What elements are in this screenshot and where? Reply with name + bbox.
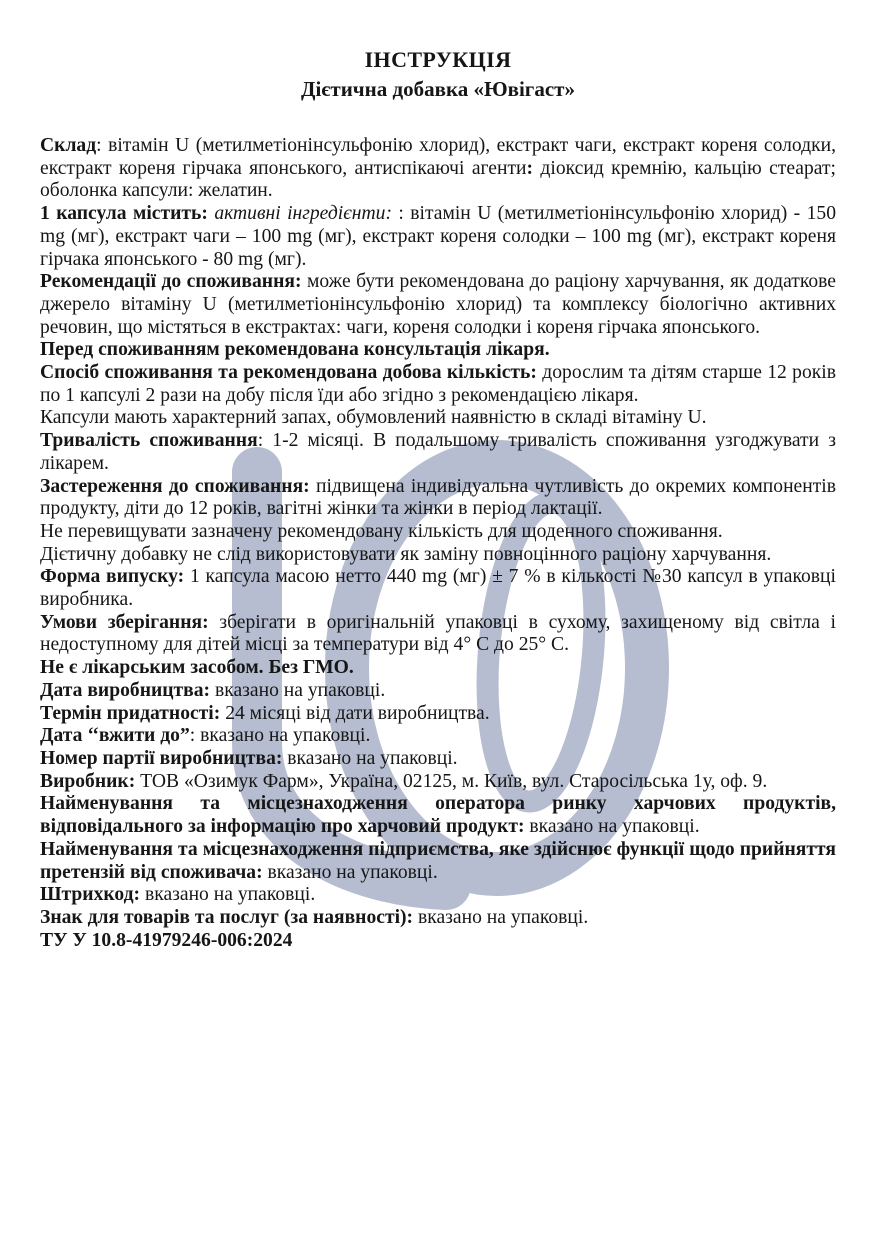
- text-segment: підвищена індивідуальна чутливість до окремих компонентів продукту, діти до 12 років, вагітні жінки та жінки в період лактації.: [40, 475, 836, 520]
- text-segment: Дієтичну добавку не слід використовувати як заміну повноцінного раціону харчування.: [40, 543, 772, 565]
- paragraph-konsultatsiia-likaria: [40, 339, 836, 362]
- text-segment: Перед споживанням рекомендована консультація лікаря.: [40, 339, 550, 361]
- text-segment: 1 капсула масою нетто 440 mg (мг) ± 7 % в кількості №30 капсул в упаковці виробника.: [40, 566, 836, 611]
- document-content: [40, 46, 836, 952]
- text-segment: вказано на упаковці.: [417, 906, 589, 928]
- text-segment: Спосіб споживання та рекомендована добова кількість:: [40, 362, 543, 384]
- paragraph-tryvalist-spozhyvannia: [40, 430, 836, 475]
- text-segment: Капсули мають характерний запах, обумовлений наявністю в складі вітаміну U.: [40, 407, 707, 429]
- paragraph-tu-number: [40, 930, 836, 953]
- paragraph-pryiniattia-pretenzii: [40, 839, 836, 884]
- text-segment: Застереження до споживання:: [40, 475, 316, 497]
- paragraph-termin-prydatnosti: [40, 703, 836, 726]
- paragraph-sposib-spozhyvannia: [40, 362, 836, 407]
- paragraph-umovy-zberihannia: [40, 612, 836, 657]
- paragraph-rekomendatsii-do-spozhyvannia: [40, 271, 836, 339]
- text-segment: Номер партії виробництва:: [40, 747, 288, 769]
- text-segment: вказано на упаковці.: [529, 816, 700, 838]
- text-segment: діоксид кремнію, кальцію стеарат; оболонка капсули: желатин.: [40, 157, 836, 202]
- paragraph-kapsula-mistyt: [40, 203, 836, 271]
- paragraph-data-vzhyty-do: [40, 725, 836, 748]
- text-segment: дорослим та дітям старше 12 років по 1 капсулі 2 рази на добу після їди або згідно з рекомендацією лікаря.: [40, 362, 836, 406]
- text-segment: : вітамін U (метилметіонінсульфонію хлорид), екстракт чаги, екстракт кореня солодки, екстракт кореня гірчака японського, антиспікаючі агенти: [40, 135, 836, 179]
- paragraph-sklad: [40, 135, 836, 203]
- text-segment: вказано на упаковці.: [144, 884, 316, 906]
- document-subtitle: Дієтична добавка «Ювігаст»: [301, 77, 575, 101]
- text-segment: Дата ‘‘вжити до”: [40, 725, 190, 747]
- text-segment: 24 місяці від дати виробництва.: [225, 702, 490, 724]
- text-segment: зберігати в оригінальній упаковці в сухому, захищеному від світла і недоступному для дітей місці за температури від 4° С до 25° С.: [40, 611, 836, 656]
- text-segment: : вказано на упаковці.: [189, 725, 371, 747]
- text-segment: Тривалість споживання: [40, 430, 258, 452]
- text-segment: Штрихкод:: [40, 884, 145, 906]
- document-title: ІНСТРУКЦІЯ: [364, 47, 512, 72]
- text-segment: вказано на упаковці.: [287, 747, 458, 769]
- text-segment: вказано на упаковці.: [267, 861, 438, 883]
- paragraph-vyrobnyk: [40, 771, 836, 794]
- paragraph-zasterezhennia: [40, 476, 836, 521]
- text-segment: : 1-2 місяці. В подальшому тривалість споживання узгоджувати з лікарем.: [40, 430, 836, 474]
- text-segment: вказано на упаковці.: [215, 679, 386, 701]
- text-segment: Дата виробництва:: [40, 679, 215, 701]
- text-segment: Не перевищувати зазначену рекомендовану кількість для щоденного споживання.: [40, 520, 723, 542]
- text-segment: Склад: [40, 135, 97, 156]
- text-segment: Рекомендації до споживання:: [40, 271, 307, 293]
- paragraph-ne-perevyshchuvaty: [40, 521, 836, 544]
- text-segment: Умови зберігання:: [40, 611, 220, 633]
- paragraph-nomer-partii: [40, 748, 836, 771]
- paragraph-ne-likarskyi-zasib: [40, 657, 836, 680]
- paragraph-zamina-ratsionu: [40, 544, 836, 567]
- paragraph-znak-dlia-tovariv: [40, 907, 836, 930]
- text-segment: Не є лікарським засобом. Без ГМО.: [40, 657, 354, 679]
- text-segment: ТУ У 10.8-41979246-006:2024: [40, 929, 293, 951]
- text-segment: Виробник:: [40, 770, 141, 792]
- text-segment: Форма випуску:: [40, 566, 190, 588]
- paragraph-forma-vypusku: [40, 566, 836, 611]
- text-segment: може бути рекомендована до раціону харчування, як додаткове джерело вітаміну U (метилметіонінсульфонію хлорид) та комплексу біологічно активних речовин, що містяться в екстрактах: чаги, кореня солодки і кореня гірчака японського.: [40, 271, 836, 338]
- text-segment: ТОВ «Озимук Фарм», Україна, 02125, м. Київ, вул. Старосільська 1у, оф. 9.: [140, 770, 768, 792]
- text-segment: активні інгредієнти:: [214, 203, 399, 225]
- paragraph-data-vyrobnytstva: [40, 680, 836, 703]
- text-segment: Найменування та місцезнаходження оператора ринку харчових продуктів, відповідального за інформацію про харчовий продукт:: [40, 793, 836, 838]
- text-segment: :: [526, 157, 534, 179]
- paragraph-operator-rynku: [40, 793, 836, 838]
- text-segment: 1 капсула містить:: [40, 203, 215, 225]
- text-segment: Термін придатності:: [40, 702, 226, 724]
- text-segment: Знак для товарів та послуг (за наявності):: [40, 906, 418, 928]
- document-body: [40, 135, 836, 952]
- text-segment: : вітамін U (метилметіонінсульфонію хлорид) - 150 mg (мг), екстракт чаги – 100 mg (мг), екстракт кореня солодки – 100 mg (мг), екстракт кореня гірчака японського - 80 mg (мг).: [40, 203, 836, 270]
- paragraph-kharakternyi-zapakh: [40, 407, 836, 430]
- text-segment: Найменування та місцезнаходження підприємства, яке здійснює функції щодо прийняття претензій від споживача:: [40, 838, 836, 883]
- paragraph-shtrykhkod: [40, 884, 836, 907]
